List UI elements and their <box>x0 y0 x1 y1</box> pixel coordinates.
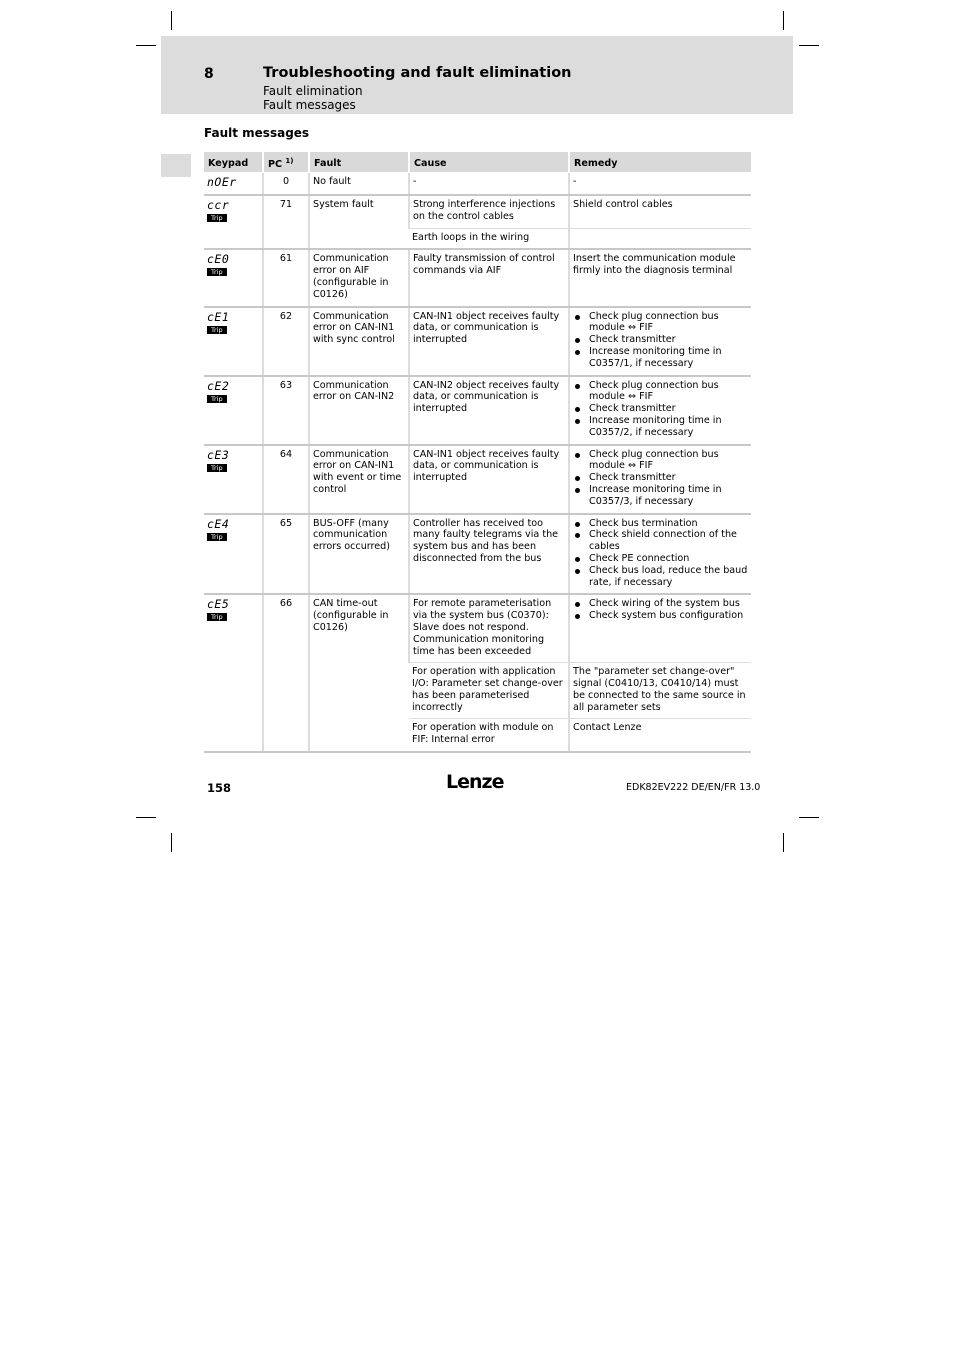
side-tab-marker <box>161 154 191 177</box>
pc-value: 0 <box>263 173 309 196</box>
column-header: Keypad <box>204 152 263 173</box>
trip-badge: Trip <box>207 533 227 541</box>
table-row <box>204 249 751 306</box>
list-item: Increase monitoring time in C0357/2, if necessary <box>573 415 748 439</box>
list-item: Increase monitoring time in C0357/3, if necessary <box>573 484 748 508</box>
page-header <box>161 36 793 114</box>
list-item: Check wiring of the system bus <box>573 598 748 610</box>
crop-mark <box>136 817 156 818</box>
list-item: Check transmitter <box>573 334 748 346</box>
fault-text: CAN time-out (configurable in C0126) <box>309 594 409 752</box>
table-header-row <box>204 152 751 173</box>
crop-mark <box>171 11 172 30</box>
header-subtitle: Fault elimination <box>263 84 363 98</box>
remedy-text: Shield control cables <box>569 195 751 228</box>
cause-text: For remote parameterisation via the system bus (C0370): Slave does not respond. Communication monitoring time has been exceeded <box>409 594 569 662</box>
table-row <box>204 195 751 228</box>
keypad-code: cE5 <box>207 597 230 612</box>
cause-text: - <box>409 173 569 196</box>
table-row <box>204 594 751 662</box>
list-item: Check PE connection <box>573 553 748 565</box>
crop-mark <box>799 45 819 46</box>
list-item: Check plug connection bus module ⇔ FIF <box>573 380 748 404</box>
fault-text: Communication error on CAN-IN1 with event or time control <box>309 445 409 514</box>
fault-text: Communication error on CAN-IN1 with sync control <box>309 307 409 376</box>
lenze-logo: Lenze <box>446 771 504 793</box>
fault-text: Communication error on CAN-IN2 <box>309 376 409 445</box>
trip-badge: Trip <box>207 268 227 276</box>
section-title: Fault messages <box>204 126 310 140</box>
remedy-list <box>573 449 748 508</box>
list-item: Check transmitter <box>573 472 748 484</box>
crop-mark <box>783 833 784 852</box>
cause-text: Strong interference injections on the control cables <box>409 195 569 228</box>
cause-text: For operation with application I/O: Parameter set change-over has been parameterised incorrectly <box>409 663 569 719</box>
list-item: Check bus termination <box>573 518 748 530</box>
keypad-code: nOEr <box>207 175 237 189</box>
remedy-text: - <box>569 173 751 196</box>
column-header: Remedy <box>569 152 751 173</box>
keypad-code: ccr <box>207 198 230 212</box>
list-item: Check plug connection bus module ⇔ FIF <box>573 311 748 335</box>
trip-badge: Trip <box>207 214 227 222</box>
cause-text: Faulty transmission of control commands via AIF <box>409 249 569 306</box>
header-subtitle: Fault messages <box>263 98 356 112</box>
column-header: Cause <box>409 152 569 173</box>
list-item: Check bus load, reduce the baud rate, if necessary <box>573 565 748 589</box>
chapter-number: 8 <box>204 66 214 82</box>
crop-mark <box>171 833 172 852</box>
column-header: PC $^{1)}$ <box>263 152 309 173</box>
trip-badge: Trip <box>207 395 227 403</box>
table-row <box>204 173 751 196</box>
table-row <box>204 445 751 514</box>
pc-value: 66 <box>263 594 309 752</box>
fault-text: BUS-OFF (many communication errors occurred) <box>309 514 409 595</box>
list-item: Check transmitter <box>573 403 748 415</box>
cause-text: CAN-IN1 object receives faulty data, or communication is interrupted <box>409 307 569 376</box>
footnote-marker: 1) <box>285 157 294 165</box>
remedy-text <box>569 228 751 249</box>
list-item: Increase monitoring time in C0357/1, if necessary <box>573 346 748 370</box>
keypad-code: cE1 <box>207 309 230 324</box>
remedy-text: Insert the communication module firmly into the diagnosis terminal <box>569 249 751 306</box>
pc-value: 65 <box>263 514 309 595</box>
table-row <box>204 376 751 445</box>
trip-badge: Trip <box>207 613 227 621</box>
fault-text: Communication error on AIF (configurable in C0126) <box>309 249 409 306</box>
list-item: Check system bus configuration <box>573 610 748 622</box>
list-item: Check shield connection of the cables <box>573 529 748 553</box>
column-header: Fault <box>309 152 409 173</box>
keypad-code: cE2 <box>207 378 230 393</box>
page-number: 158 <box>207 781 232 795</box>
fault-text: System fault <box>309 195 409 249</box>
pc-value: 63 <box>263 376 309 445</box>
pc-value: 61 <box>263 249 309 306</box>
remedy-list <box>573 598 748 622</box>
pc-value: 71 <box>263 195 309 249</box>
cause-text: CAN-IN2 object receives faulty data, or communication is interrupted <box>409 376 569 445</box>
cause-text: CAN-IN1 object receives faulty data, or communication is interrupted <box>409 445 569 514</box>
keypad-code: cE4 <box>207 516 230 531</box>
keypad-code: cE0 <box>207 252 230 267</box>
remedy-list <box>573 380 748 439</box>
remedy-text: Contact Lenze <box>569 719 751 752</box>
cause-text: Controller has received too many faulty telegrams via the system bus and has been disconnected from the bus <box>409 514 569 595</box>
document-id: EDK82EV222 DE/EN/FR 13.0 <box>626 782 761 793</box>
crop-mark <box>799 817 819 818</box>
table-row <box>204 514 751 595</box>
remedy-list <box>573 311 748 370</box>
crop-mark <box>783 11 784 30</box>
remedy-list <box>573 518 748 589</box>
remedy-text: The "parameter set change-over" signal (C0410/13, C0410/14) must be connected to the same source in all parameter sets <box>569 663 751 719</box>
chapter-title: Troubleshooting and fault elimination <box>263 65 572 81</box>
fault-text: No fault <box>309 173 409 196</box>
keypad-code: cE3 <box>207 447 230 462</box>
table-row <box>204 307 751 376</box>
list-item: Check plug connection bus module ⇔ FIF <box>573 449 748 473</box>
pc-value: 62 <box>263 307 309 376</box>
fault-messages-table <box>204 152 751 753</box>
crop-mark <box>136 45 156 46</box>
pc-value: 64 <box>263 445 309 514</box>
trip-badge: Trip <box>207 326 227 334</box>
cause-text: For operation with module on FIF: Internal error <box>409 719 569 752</box>
cause-text: Earth loops in the wiring <box>409 228 569 249</box>
trip-badge: Trip <box>207 464 227 472</box>
